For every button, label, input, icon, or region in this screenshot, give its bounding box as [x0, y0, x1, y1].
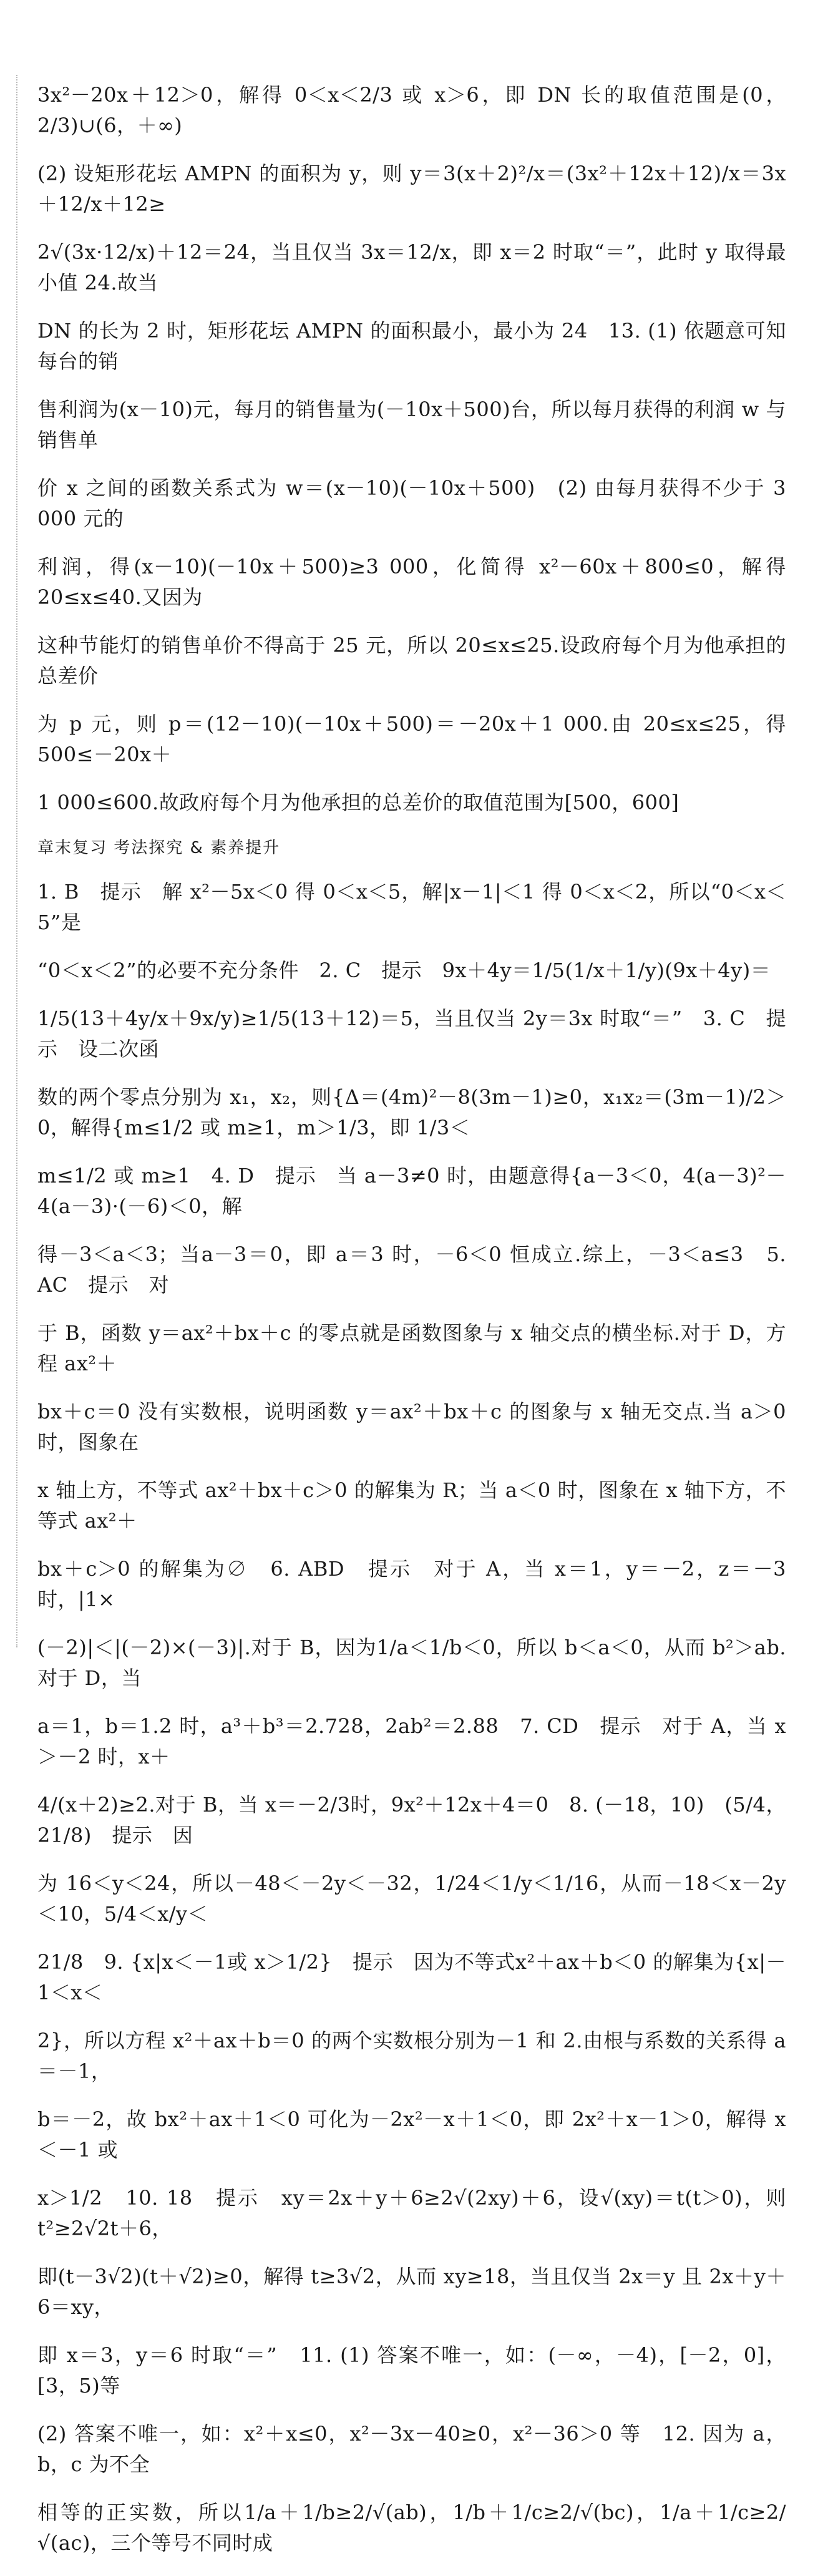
text-line: “0＜x＜2”的必要不充分条件 2. C 提示 9x＋4y＝1/5(1/x＋1/y)(9x＋4y)＝ [37, 959, 771, 982]
text-line: 21/8 9. {x|x＜－1或 x＞1/2} 提示 因为不等式x²＋ax＋b＜0 的解集为{x|－1＜x＜ [37, 1950, 786, 2004]
text-line: 3x²－20x＋12＞0，解得 0＜x＜2/3 或 x＞6，即 DN 长的取值范围是(0，2/3)∪(6，＋∞) [37, 83, 786, 137]
text-line: 为 p 元，则 p＝(12－10)(－10x＋500)＝－20x＋1 000.由 20≤x≤25，得 500≤－20x＋ [37, 712, 786, 766]
text-line: 利润，得(x－10)(－10x＋500)≥3 000，化简得 x²－60x＋800≤0，解得20≤x≤40.又因为 [37, 555, 786, 609]
text-line: b＝－2，故 bx²＋ax＋1＜0 可化为－2x²－x＋1＜0，即 2x²＋x－1＞0，解得 x＜－1 或 [37, 2107, 786, 2162]
text-line: 这种节能灯的销售单价不得高于 25 元，所以 20≤x≤25.设政府每个月为他承担的总差价 [37, 633, 786, 688]
text-line: DN 的长为 2 时，矩形花坛 AMPN 的面积最小，最小为 24 13. (1) 依题意可知每台的销 [37, 319, 786, 373]
text-line: (－2)|＜|(－2)×(－3)|.对于 B，因为1/a＜1/b＜0，所以 b＜a＜0，从而 b²＞ab.对于 D，当 [37, 1636, 786, 1690]
section-heading: 章末复习 考法探究 & 素养提升 [37, 839, 281, 857]
text-line: a＝1，b＝1.2 时，a³＋b³＝2.728，2ab²＝2.88 7. CD 提示 对于 A，当 x＞－2 时，x＋ [37, 1714, 786, 1769]
text-line: bx＋c＞0 的解集为∅ 6. ABD 提示 对于 A，当 x＝1，y＝－2，z＝－3 时，|1× [37, 1557, 786, 1611]
text-line: 相等的正实数，所以1/a＋1/b≥2/√(ab)，1/b＋1/c≥2/√(bc)，1/a＋1/c≥2/√(ac)，三个等号不同时成 [37, 2500, 786, 2555]
text-line: 售利润为(x－10)元，每月的销售量为(－10x＋500)台，所以每月获得的利润 w 与销售单 [37, 398, 786, 452]
answer-page [37, 80, 786, 2576]
text-line: x 轴上方，不等式 ax²＋bx＋c＞0 的解集为 R；当 a＜0 时，图象在 x 轴下方，不等式 ax²＋ [37, 1478, 786, 1533]
text-line: x＞1/2 10. 18 提示 xy＝2x＋y＋6≥2√(2xy)＋6，设√(xy)＝t(t＞0)，则 t²≥2√2t＋6， [37, 2186, 786, 2240]
text-line: (2) 设矩形花坛 AMPN 的面积为 y，则 y＝3(x＋2)²/x＝(3x²＋12x＋12)/x＝3x＋12/x＋12≥ [37, 162, 786, 216]
text-line: 数的两个零点分别为 x₁，x₂，则{Δ＝(4m)²－8(3m－1)≥0，x₁x₂＝(3m－1)/2＞0，解得{m≤1/2 或 m≥1，m＞1/3，即 1/3＜ [37, 1085, 786, 1139]
text-line: 1/5(13＋4y/x＋9x/y)≥1/5(13＋12)＝5，当且仅当 2y＝3x 时取“＝” 3. C 提示 设二次函 [37, 1007, 786, 1061]
margin-dotted-line [16, 75, 17, 1647]
text-line: 4/(x＋2)≥2.对于 B，当 x＝－2/3时，9x²＋12x＋4＝0 8. (－18，10) (5/4，21/8) 提示 因 [37, 1793, 786, 1847]
text-line: 1 000≤600.故政府每个月为他承担的总差价的取值范围为[500，600] [37, 791, 679, 814]
text-line: 2√(3x·12/x)＋12＝24，当且仅当 3x＝12/x，即 x＝2 时取“＝”，此时 y 取得最小值 24.故当 [37, 240, 786, 295]
text-line: 于 B，函数 y＝ax²＋bx＋c 的零点就是函数图象与 x 轴交点的横坐标.对于 D，方程 ax²＋ [37, 1321, 786, 1375]
text-line: bx＋c＝0 没有实数根，说明函数 y＝ax²＋bx＋c 的图象与 x 轴无交点.当 a＞0 时，图象在 [37, 1400, 786, 1454]
text-line: 得－3＜a＜3；当a－3＝0，即 a＝3 时，－6＜0 恒成立.综上，－3＜a≤3 5. AC 提示 对 [37, 1242, 786, 1297]
text-line: 为 16＜y＜24，所以－48＜－2y＜－32，1/24＜1/y＜1/16，从而－18＜x－2y＜10，5/4＜x/y＜ [37, 1871, 786, 1926]
text-line: 2}，所以方程 x²＋ax＋b＝0 的两个实数根分别为－1 和 2.由根与系数的关系得 a＝－1， [37, 2029, 786, 2083]
text-line: 即 x＝3，y＝6 时取“＝” 11. (1) 答案不唯一，如：(－∞，－4)，[－2，0]，[3，5)等 [37, 2343, 786, 2398]
text-line: 价 x 之间的函数关系式为 w＝(x－10)(－10x＋500) (2) 由每月获得不少于 3 000 元的 [37, 476, 786, 530]
text-line: m≤1/2 或 m≥1 4. D 提示 当 a－3≠0 时，由题意得{a－3＜0，4(a－3)²－4(a－3)·(－6)＜0，解 [37, 1164, 786, 1218]
text-line: (2) 答案不唯一，如：x²＋x≤0，x²－3x－40≥0，x²－36＞0 等 12. 因为 a，b，c 为不全 [37, 2422, 786, 2476]
text-line: 即(t－3√2)(t＋√2)≥0，解得 t≥3√2，从而 xy≥18，当且仅当 2x＝y 且 2x＋y＋6＝xy， [37, 2265, 786, 2319]
text-line: 1. B 提示 解 x²－5x＜0 得 0＜x＜5，解|x－1|＜1 得 0＜x＜2，所以“0＜x＜5”是 [37, 880, 786, 934]
